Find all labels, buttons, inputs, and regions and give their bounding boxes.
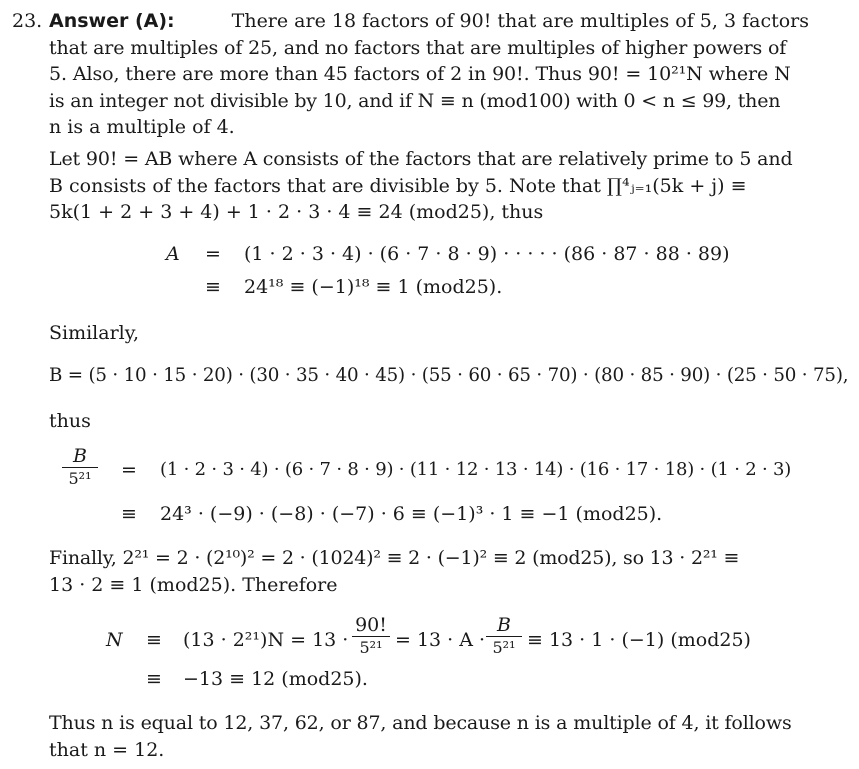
fraction-90-factorial-over-5-21: 90! 5²¹ (352, 614, 390, 659)
conclusion-line-2: that n = 12. (49, 738, 165, 761)
let-line-2: B consists of the factors that are divisible by 5. Note that ∏⁴ⱼ₌₁(5k + j) ≡ (49, 174, 747, 197)
eq-a-rel-1: = (205, 243, 221, 265)
let-line-3: 5k(1 + 2 + 3 + 4) + 1 · 2 · 3 · 4 ≡ 24 (mod25), thus (49, 201, 544, 223)
equation-b: B = (5 · 10 · 15 · 20) · (30 · 35 · 40 · 45) · (55 · 60 · 65 · 70) · (80 · 85 · 90) · (25 · 50 · 75), (49, 365, 849, 386)
let-line-1: Let 90! = AB where A consists of the factors that are relatively prime to 5 and (49, 148, 793, 170)
eq-a-rel-2: ≡ (205, 276, 221, 298)
eq-n-part-3: ≡ 13 · 1 · (−1) (mod25) (527, 629, 751, 651)
fraction-b-over-5-21: B 5²¹ (62, 445, 98, 490)
eq-b5-rhs-1: (1 · 2 · 3 · 4) · (6 · 7 · 8 · 9) · (11 · 12 · 13 · 14) · (16 · 17 · 18) · (1 · 2 · 3) (160, 459, 792, 480)
paragraph-conclusion (49, 710, 809, 763)
thus-text: thus (49, 410, 91, 432)
eq-b5-rel-2: ≡ (121, 503, 137, 525)
intro-line-4: is an integer not divisible by 10, and if N ≡ n (mod100) with 0 < n ≤ 99, then (49, 89, 781, 112)
intro-line-3: 5. Also, there are more than 45 factors of 2 in 90!. Thus 90! = 10²¹N where N (49, 63, 791, 85)
eq-n-rel-2: ≡ (146, 668, 162, 690)
eq-a-lhs: A (166, 243, 180, 265)
eq-n-part-2: = 13 · A · (395, 629, 486, 651)
eq-n-part-1: (13 · 2²¹)N = 13 · (183, 629, 349, 651)
answer-label: Answer (A): (49, 10, 175, 32)
eq-a-rhs-2: 24¹⁸ ≡ (−1)¹⁸ ≡ 1 (mod25). (244, 276, 503, 298)
intro-line-5: n is a multiple of 4. (49, 116, 235, 138)
finally-line-2: 13 · 2 ≡ 1 (mod25). Therefore (49, 573, 338, 596)
eq-a-rhs-1: (1 · 2 · 3 · 4) · (6 · 7 · 8 · 9) · · · · · (86 · 87 · 88 · 89) (244, 243, 730, 265)
eq-b5-rel-1: = (121, 459, 137, 481)
intro-line-1: There are 18 factors of 90! that are multiples of 5, 3 factors (231, 10, 809, 32)
eq-b5-rhs-2: 24³ · (−9) · (−8) · (−7) · 6 ≡ (−1)³ · 1 ≡ −1 (mod25). (160, 503, 663, 525)
paragraph-intro (49, 8, 809, 141)
conclusion-line-1: Thus n is equal to 12, 37, 62, or 87, and because n is a multiple of 4, it follows (49, 712, 792, 734)
similarly-text: Similarly, (49, 322, 139, 344)
problem-number: 23. (12, 10, 43, 32)
finally-line-1: Finally, 2²¹ = 2 · (2¹⁰)² = 2 · (1024)² ≡ 2 · (−1)² ≡ 2 (mod25), so 13 · 2²¹ ≡ (49, 547, 740, 569)
fraction-b-over-5-21-n: B 5²¹ (486, 614, 522, 659)
intro-line-2: that are multiples of 25, and no factors that are multiples of higher powers of (49, 36, 787, 59)
eq-n-rel-1: ≡ (146, 629, 162, 651)
eq-n-lhs: N (106, 629, 123, 651)
paragraph-finally (49, 545, 809, 598)
paragraph-let (49, 146, 809, 226)
eq-n-rhs-2: −13 ≡ 12 (mod25). (183, 668, 368, 690)
